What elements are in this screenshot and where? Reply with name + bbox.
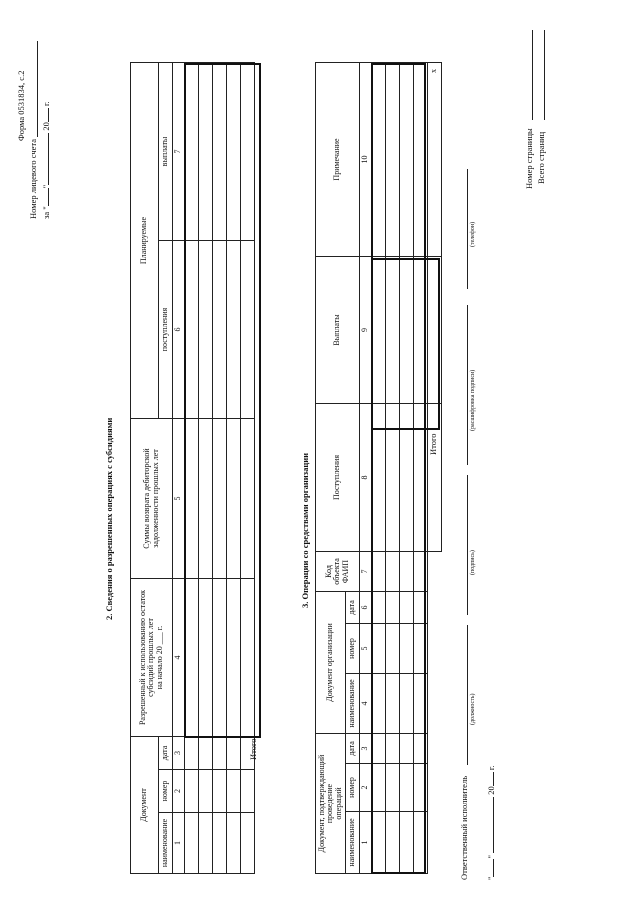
section2-table xyxy=(130,62,255,874)
header-date: дата xyxy=(346,733,360,763)
period-quote: " xyxy=(41,184,51,189)
col-number: 7 xyxy=(173,63,185,241)
col-number: 1 xyxy=(173,813,185,874)
table-cell[interactable] xyxy=(400,764,414,812)
header-doc-confirm: Документ, подтверждающий проведение операций xyxy=(316,733,346,873)
col-number: 7 xyxy=(360,551,372,591)
col-number: 6 xyxy=(173,241,185,419)
table-cell[interactable] xyxy=(199,241,213,419)
table-cell[interactable] xyxy=(185,579,199,737)
col-number: 2 xyxy=(360,764,372,812)
date-year: 20 xyxy=(486,786,496,795)
table-cell[interactable] xyxy=(185,813,199,874)
table-cell[interactable] xyxy=(414,256,428,403)
table-cell[interactable] xyxy=(199,813,213,874)
table-cell[interactable] xyxy=(386,403,400,551)
period-suffix: г. xyxy=(41,101,51,107)
decoding-caption: (расшифровка подписи) xyxy=(470,369,476,431)
position-line xyxy=(467,625,468,765)
table-cell[interactable] xyxy=(400,812,414,874)
total-payments-cell[interactable] xyxy=(428,256,442,403)
table-cell[interactable] xyxy=(414,733,428,763)
table-cell[interactable] xyxy=(227,770,241,813)
table-cell[interactable] xyxy=(386,764,400,812)
table-cell[interactable] xyxy=(227,813,241,874)
col-number: 5 xyxy=(173,419,185,579)
table-cell[interactable] xyxy=(372,403,386,551)
table-cell[interactable] xyxy=(213,579,227,737)
header-note: Примечание xyxy=(316,62,360,256)
table-cell[interactable] xyxy=(372,623,386,673)
header-payments: Выплаты xyxy=(316,256,360,403)
table-cell[interactable] xyxy=(414,403,428,551)
total-spacer xyxy=(428,551,442,873)
table-cell[interactable] xyxy=(414,673,428,733)
table-cell[interactable] xyxy=(185,63,199,241)
table-cell[interactable] xyxy=(199,770,213,813)
header-receipts: Поступления xyxy=(316,403,360,551)
total-pages-line xyxy=(544,30,545,120)
date-suffix: г. xyxy=(486,765,496,771)
section3-table xyxy=(315,62,442,874)
section2-total-label: Итого xyxy=(248,738,258,760)
table-cell[interactable] xyxy=(213,63,227,241)
col-number: 3 xyxy=(173,737,185,770)
table-cell[interactable] xyxy=(386,733,400,763)
table-cell[interactable] xyxy=(414,551,428,591)
table-cell[interactable] xyxy=(199,737,213,770)
table-cell[interactable] xyxy=(386,256,400,403)
col-number: 2 xyxy=(173,770,185,813)
col-number: 8 xyxy=(360,403,372,551)
form-code: Форма 0531834, с.2 xyxy=(16,70,26,141)
header-name: наименование xyxy=(346,812,360,874)
table-cell[interactable] xyxy=(241,579,255,737)
table-cell[interactable] xyxy=(372,591,386,623)
col-number: 3 xyxy=(360,733,372,763)
col-number: 9 xyxy=(360,256,372,403)
col-number: 1 xyxy=(360,812,372,874)
section3-total-label: Итого xyxy=(428,433,438,455)
table-cell[interactable] xyxy=(227,419,241,579)
table-cell[interactable] xyxy=(241,241,255,419)
col-number: 5 xyxy=(360,623,372,673)
table-cell[interactable] xyxy=(241,770,255,813)
date-quote-open: " xyxy=(486,876,496,880)
header-document: Документ xyxy=(131,737,159,874)
total-note-cell: х xyxy=(428,62,442,256)
account-number-label: Номер лицевого счета xyxy=(28,139,38,219)
header-name: наименование xyxy=(346,673,360,733)
col-number: 4 xyxy=(360,673,372,733)
header-date: дата xyxy=(159,737,173,770)
header-refunds: Суммы возврата дебиторской задолженности прошлых лет xyxy=(131,419,173,579)
table-cell[interactable] xyxy=(227,241,241,419)
col-number: 4 xyxy=(173,579,185,737)
table-cell[interactable] xyxy=(213,813,227,874)
table-cell[interactable] xyxy=(400,673,414,733)
table-cell[interactable] xyxy=(241,63,255,241)
table-cell[interactable] xyxy=(372,551,386,591)
table-cell[interactable] xyxy=(241,419,255,579)
footer-date xyxy=(487,766,496,881)
table-cell[interactable] xyxy=(241,813,255,874)
table-cell[interactable] xyxy=(386,551,400,591)
table-cell[interactable] xyxy=(400,256,414,403)
table-cell[interactable] xyxy=(213,419,227,579)
table-cell[interactable] xyxy=(414,623,428,673)
table-cell[interactable] xyxy=(213,737,227,770)
header-number: номер xyxy=(159,770,173,813)
page-number-line xyxy=(532,30,533,120)
table-cell[interactable] xyxy=(386,623,400,673)
table-cell[interactable] xyxy=(213,770,227,813)
table-cell[interactable] xyxy=(414,764,428,812)
table-cell[interactable] xyxy=(386,812,400,874)
header-date: дата xyxy=(346,591,360,623)
total-pages-label: Всего страниц xyxy=(536,131,546,184)
table-cell[interactable] xyxy=(227,63,241,241)
header-faip: Код объекта ФАИП xyxy=(316,551,360,591)
decoding-line xyxy=(467,305,468,465)
page-number-label: Номер страницы xyxy=(524,128,534,189)
position-caption: (должность) xyxy=(470,693,476,725)
signature-line xyxy=(467,475,468,615)
table-cell[interactable] xyxy=(400,623,414,673)
table-cell[interactable] xyxy=(199,419,213,579)
table-cell[interactable] xyxy=(372,62,386,256)
table-cell[interactable] xyxy=(414,812,428,874)
period-line xyxy=(42,101,51,219)
table-cell[interactable] xyxy=(400,591,414,623)
table-cell[interactable] xyxy=(400,62,414,256)
table-cell[interactable] xyxy=(185,241,199,419)
table-cell[interactable] xyxy=(372,256,386,403)
table-cell[interactable] xyxy=(400,403,414,551)
table-cell[interactable] xyxy=(227,579,241,737)
table-cell[interactable] xyxy=(386,591,400,623)
table-cell[interactable] xyxy=(185,737,199,770)
col-number: 6 xyxy=(360,591,372,623)
phone-caption: (телефон) xyxy=(470,221,476,247)
header-payments: выплаты xyxy=(159,63,173,241)
table-cell[interactable] xyxy=(185,419,199,579)
section2-title: 2. Сведения о разрешенных операциях с субсидиями xyxy=(104,417,114,620)
table-cell[interactable] xyxy=(414,62,428,256)
executor-label: Ответственный исполнитель xyxy=(459,775,469,880)
section3-title: 3. Операции со средствами организации xyxy=(300,452,310,608)
table-cell[interactable] xyxy=(227,737,241,770)
table-cell[interactable] xyxy=(386,673,400,733)
table-cell[interactable] xyxy=(372,764,386,812)
table-cell[interactable] xyxy=(199,63,213,241)
table-cell[interactable] xyxy=(372,733,386,763)
header-org-doc: Документ организации xyxy=(316,591,346,733)
header-number: номер xyxy=(346,764,360,812)
date-quote-close: " xyxy=(486,855,496,859)
header-receipts: поступления xyxy=(159,241,173,419)
total-receipts-cell[interactable] xyxy=(428,403,442,551)
table-cell[interactable] xyxy=(185,770,199,813)
table-cell[interactable] xyxy=(400,551,414,591)
table-cell[interactable] xyxy=(400,733,414,763)
table-cell[interactable] xyxy=(386,62,400,256)
signature-caption: (подпись) xyxy=(470,550,476,575)
table-cell[interactable] xyxy=(199,579,213,737)
header-allowed-balance: Разрешенный к использованию остаток субсидий прошлых лет на начало 20 ___ г. xyxy=(131,579,173,737)
period-prefix: за " xyxy=(41,206,51,219)
table-cell[interactable] xyxy=(213,241,227,419)
header-planned: Планируемые xyxy=(131,63,159,419)
table-cell[interactable] xyxy=(372,812,386,874)
col-number: 10 xyxy=(360,62,372,256)
header-number: номер xyxy=(346,623,360,673)
account-number-line xyxy=(37,41,38,137)
table-cell[interactable] xyxy=(372,673,386,733)
table-cell[interactable] xyxy=(414,591,428,623)
header-name: наименование xyxy=(159,813,173,874)
phone-line xyxy=(467,169,468,289)
period-year: 20 xyxy=(41,122,51,131)
